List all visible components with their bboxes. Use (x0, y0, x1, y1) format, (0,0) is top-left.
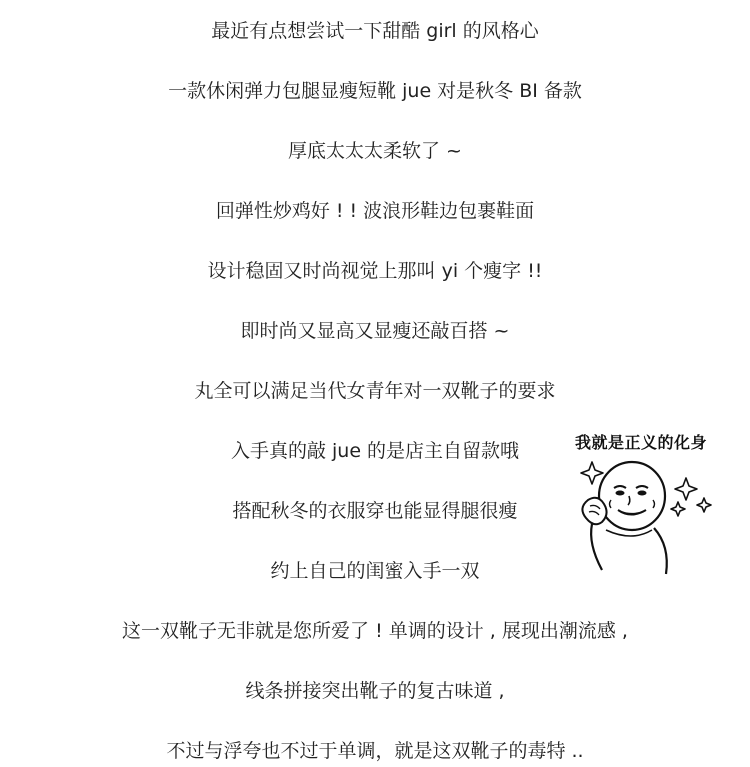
text-line: 搭配秋冬的衣服穿也能显得腿很瘦 (232, 500, 518, 522)
text-line: 线条拼接突出靴子的复古味道 , (245, 680, 505, 702)
text-line: 不过与浮夸也不过于单调，就是这双靴子的毒特 .. (166, 740, 584, 762)
text-line: 约上自己的闺蜜入手一双 (270, 560, 480, 582)
text-line: 这一双靴子无非就是您所爱了 ! 单调的设计 , 展现出潮流感 , (122, 620, 628, 642)
text-line: 丸全可以满足当代女青年对一双靴子的要求 (194, 380, 556, 402)
text-line: 设计稳固又时尚视觉上那叫 yi 个瘦字 !! (207, 260, 543, 282)
text-line: 入手真的敲 jue 的是店主自留款哦 (230, 440, 520, 462)
text-line: 即时尚又显高又显瘦还敲百搭 ~ (240, 320, 510, 342)
text-line: 最近有点想尝试一下甜酷 girl 的风格心 (211, 20, 539, 42)
meme-caption: 我就是正义的化身 (574, 433, 707, 452)
text-line: 回弹性炒鸡好 ! ! 波浪形鞋边包裹鞋面 (215, 200, 535, 222)
text-line: 一款休闲弹力包腿显瘦短靴 jue 对是秋冬 BI 备款 (168, 80, 582, 102)
text-line: 厚底太太太柔软了 ~ (288, 140, 462, 162)
meme-sticker (556, 428, 726, 588)
meme-face-icon (556, 454, 726, 584)
